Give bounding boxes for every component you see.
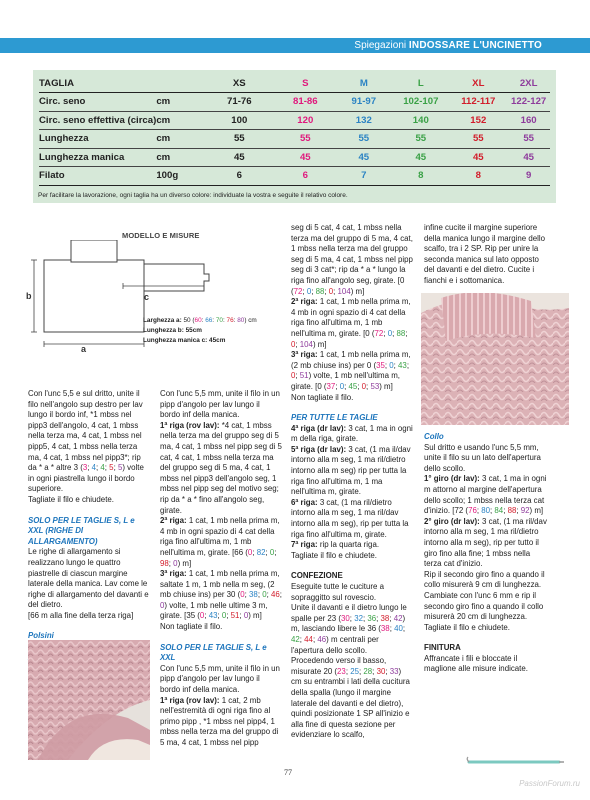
table-cell: cm: [156, 93, 203, 112]
table-cell: 8: [449, 167, 507, 186]
table-cell: 71-76: [203, 93, 275, 112]
table-cell: 8: [392, 167, 449, 186]
paragraph: 1ª riga (rov lav): *4 cat, 1 mbss nella terza ma del gruppo seg di 5 ma, 4 cat, 1 mbss nel pipp seg di 5 cat, 4 cat, 1 mbss nella terza ma del gruppo seg di 5 ma, 4 cat, 1 mbss nel pipp3 dell'angolo seg, 1 mbss nel pipp seg del motivo seg; rip da * a * fino all'angolo seg, girate.: [160, 420, 282, 515]
header-cell: XS: [203, 74, 275, 93]
table-cell: 45: [507, 148, 550, 167]
size-table: [39, 74, 550, 186]
paragraph: Non tagliate il filo.: [160, 622, 223, 632]
photo-cuff: [28, 640, 150, 760]
table-cell: Lunghezza manica: [39, 148, 156, 167]
section-heading: CONFEZIONE: [291, 571, 343, 581]
section-heading: SOLO PER LE TAGLIE S, L e XXL (RIGHE DI ALLARGAMENTO): [28, 515, 135, 546]
paragraph: Rip il secondo giro fino a quando il collo misurerà 9 cm di lunghezza. Cambiate con l'unc 6 mm e rip il secondo giro fino a quando il collo misurerà 20 cm di lunghezza.: [424, 569, 545, 622]
table-cell: Circ. seno: [39, 93, 156, 112]
paragraph: Non tagliate il filo.: [291, 392, 354, 402]
paragraph: Sul dritto e usando l'unc 5,5 mm, unite il filo su un lato dell'apertura dello scollo.: [424, 442, 541, 473]
header-section: Spiegazioni: [354, 40, 407, 51]
table-cell: Lunghezza: [39, 130, 156, 149]
table-cell: 81-86: [275, 93, 335, 112]
paragraph: 1° giro (dr lav): 3 cat, 1 ma in ogni m attorno al margine dell'apertura dello scollo; 1 mbss nella terza cat d'inizio. [72 (76; 80; 84; 88; 92) m]: [424, 474, 547, 516]
paragraph: Con l'unc 5,5 mm, unite il filo in un pipp d'angolo per lav lungo il bordo inf della manica.: [160, 663, 280, 695]
header-title: [354, 38, 542, 53]
header-cell: M: [335, 74, 392, 93]
section-heading: PER TUTTE LE TAGLIE: [291, 413, 378, 423]
paragraph: Affrancate i fili e bloccate il maglione alle misure indicate.: [424, 653, 528, 674]
table-cell: cm: [156, 130, 203, 149]
table-cell: 6: [203, 167, 275, 186]
table-cell: 122-127: [507, 93, 550, 112]
paragraph: 7ª riga: rip la quarta riga.: [291, 540, 380, 550]
header-cell: [156, 74, 203, 93]
column-2: [160, 389, 282, 749]
table-cell: 152: [449, 111, 507, 130]
table-cell: 160: [507, 111, 550, 130]
table-row: [39, 167, 550, 186]
table-cell: 55: [275, 130, 335, 149]
table-cell: 55: [335, 130, 392, 149]
table-cell: 132: [335, 111, 392, 130]
top-strip: [0, 0, 590, 18]
paragraph: Tagliate il filo e chiudete.: [28, 494, 114, 504]
header-cell: L: [392, 74, 449, 93]
photo-collar: [421, 293, 569, 425]
table-cell: 45: [275, 148, 335, 167]
header-cell: S: [275, 74, 335, 93]
table-row: [39, 93, 550, 112]
label-c: c: [144, 292, 150, 302]
table-cell: 7: [335, 167, 392, 186]
table-cell: 112-117: [449, 93, 507, 112]
section-heading: Collo: [424, 432, 444, 441]
table-header-row: [39, 74, 550, 93]
paragraph: 1ª riga (rov lav): 1 cat, 2 mb nell'estremità di ogni riga fino al primo pipp , *1 mbss nel pipp4, 1 mbss nella terza ma del gruppo di 5 ma, 4 cat, 1 mbss nel pipp: [160, 695, 279, 747]
table-cell: 91-97: [335, 93, 392, 112]
table-row: [39, 148, 550, 167]
table-cell: 102-107: [392, 93, 449, 112]
column-1: [28, 389, 150, 663]
table-cell: 55: [392, 130, 449, 149]
paragraph: 6ª riga: 3 cat, (1 ma ril/dietro intorno alla m seg, 1 ma ril/dav intorno alla m seg), rip per tutta la riga fino all'ultima m, girate.: [291, 497, 409, 539]
table-cell: 100g: [156, 167, 203, 186]
header-cell: XL: [449, 74, 507, 93]
paragraph: Tagliate il filo e chiudete.: [424, 622, 510, 632]
table-cell: 100: [203, 111, 275, 130]
table-note: Per facilitare la lavorazione, ogni taglia ha un diverso colore: individuate la vostra e seguite il relativo colore.: [38, 192, 348, 199]
paragraph: 2ª riga: 1 cat, 1 mb nella prima m, 4 mb in ogni spazio di 4 cat della riga fino all'ultima m, 1 mb nell'ultima m, girate. [0 (72; 0; 88; 0; 104) m]: [291, 297, 411, 349]
table-cell: 45: [335, 148, 392, 167]
measures-block: [143, 316, 257, 346]
watermark: PassionForum.ru: [519, 779, 580, 788]
table-cell: 45: [449, 148, 507, 167]
paragraph: Eseguite tutte le cuciture a sopraggitto sul rovescio.: [291, 582, 384, 602]
table-cell: cm: [156, 148, 203, 167]
paragraph: Le righe di allargamento si realizzano lungo le quattro piastrelle di ciascun margine laterale della manica. Lav come le righe di allargamento del davanti e del dietro.: [28, 547, 149, 610]
measure-length: Lunghezza b: 55cm: [143, 327, 202, 334]
table-cell: 55: [449, 130, 507, 149]
paragraph: 2ª riga: 1 cat, 1 mb nella prima m, 4 mb in ogni spazio di 4 cat della riga fino all'ultima m, 1 mb nell'ultima m, girate. [66 (0; 82; 0; 98; 0) m]: [160, 516, 280, 568]
table-cell: 55: [507, 130, 550, 149]
paragraph: infine cucite il margine superiore della manica lungo il margine dello scalfo, tra i 2 SP. Rip per unire la seconda manica sul lato opposto del davanti e del dietro. Cucite i fianchi e i sottomanica.: [424, 223, 546, 285]
table-cell: 45: [203, 148, 275, 167]
table-row: [39, 130, 550, 149]
table-cell: 120: [275, 111, 335, 130]
section-heading: Polsini: [28, 631, 54, 641]
column-4-bottom: [424, 432, 548, 675]
label-a: a: [81, 344, 87, 354]
header-main-title: INDOSSARE L'UNCINETTO: [408, 40, 542, 51]
table-cell: 9: [507, 167, 550, 186]
paragraph: Tagliate il filo e chiudete.: [291, 550, 377, 560]
table-cell: 45: [392, 148, 449, 167]
paragraph: seg di 5 cat, 4 cat, 1 mbss nella terza ma del gruppo di 5 ma, 4 cat, 1 mbss nella terza ma del gruppo seg di 5 ma, 4 cat, 1 mbss nel pipp seg di 3 cat*; rip da * a * lungo la riga fino all'angolo seg, girate. [0 (72; 0; 88; 0; 104) m]: [291, 223, 413, 296]
crochet-hook-icon: [465, 755, 565, 769]
table-cell: 140: [392, 111, 449, 130]
paragraph: Con l'unc 5,5 mm, unite il filo in un pipp d'angolo per lav lungo il bordo inf della manica.: [160, 389, 280, 420]
table-cell: 6: [275, 167, 335, 186]
paragraph: 5ª riga (dr lav): 3 cat, (1 ma il/dav intorno alla m seg, 1 ma ril/dietro intorno alla m seg) rip per tutta la riga fino all'ultima m, 1 ma nell'ultima m, girate.: [291, 444, 411, 497]
table-cell: 55: [203, 130, 275, 149]
table-cell: Filato: [39, 167, 156, 186]
measure-sleeve: Lunghezza manica c: 45cm: [143, 337, 226, 344]
paragraph: 2° giro (dr lav): 3 cat, (1 ma ril/dav intorno alla m seg, 1 ma ril/dietro intorno alla m seg), rip per tutto il giro fino alla fine; 1 mbss nella terza cat d'inizio.: [424, 516, 547, 569]
paragraph: 4ª riga (dr lav): 3 cat, 1 ma in ogni m della riga, girate.: [291, 423, 413, 444]
section-heading: FINITURA: [424, 643, 461, 653]
paragraph: Unite il davanti e il dietro lungo le spalle per 23 (30; 32; 36; 38; 42) m, lasciando libere le 36 (38; 40; 42; 44; 46) m centrali per l'apertura dello scollo.: [291, 603, 407, 655]
column-3: [291, 223, 413, 741]
header-cell: TAGLIA: [39, 74, 156, 93]
section-heading: SOLO PER LE TAGLIE S, L e XXL: [160, 642, 267, 663]
paragraph: Procedendo verso il basso, misurate 20 (23; 25; 28; 30; 33) cm su entrambi i lati della cucitura della spalla (lungo il margine laterale del davanti e del dietro), quindi posizionate 1 SP all'inizio e alla fine di questa sezione per evidenziare lo scalfo,: [291, 656, 410, 740]
measure-width: Larghezza a: 50 (60: 66: 70: 76: 80) cm: [143, 317, 257, 324]
header-cell: 2XL: [507, 74, 550, 93]
table-cell: cm: [156, 111, 203, 130]
size-table-panel: [33, 70, 556, 203]
paragraph: 3ª riga: 1 cat, 1 mb nella prima m, saltate 1 m, 1 mb nella m seg, (2 mb chiuse ins) per 30 (0; 38; 0; 46; 0) volte, 1 mb nelle ultime 3 m, girate. [35 (0; 43; 0; 51; 0) m]: [160, 569, 282, 621]
schema-title: MODELLO E MISURE: [122, 231, 200, 240]
column-4-top: [424, 223, 548, 287]
table-row: [39, 111, 550, 130]
paragraph: 3ª riga: 1 cat, 1 mb nella prima m, (2 mb chiuse ins) per 0 (35; 0; 43; 0; 51) volte, 1 mb nell'ultima m, girate. [0 (37; 0; 45; 0; 53) m]: [291, 350, 411, 391]
paragraph: [66 m alla fine della terza riga]: [28, 610, 134, 620]
table-cell: Circ. seno effettiva (circa): [39, 111, 156, 130]
paragraph: Con l'unc 5,5 e sul dritto, unite il filo nell'angolo sup destro per lav lungo il bordo inf, *1 mbss nel pipp3 dell'angolo, 4 cat, 1 mbss nella terza ma, 4 cat, 1 mbss nel pipp5, 4 cat, 1 mbss nella terza ma, 4 cat, 1 mbss nel pipp3*; rip da * a * altre 3 (3; 4; 4; 5; 5) volte in ogni piastrella lungo il bordo superiore.: [28, 389, 144, 494]
page-number: 77: [284, 768, 292, 777]
label-b: b: [26, 291, 32, 301]
